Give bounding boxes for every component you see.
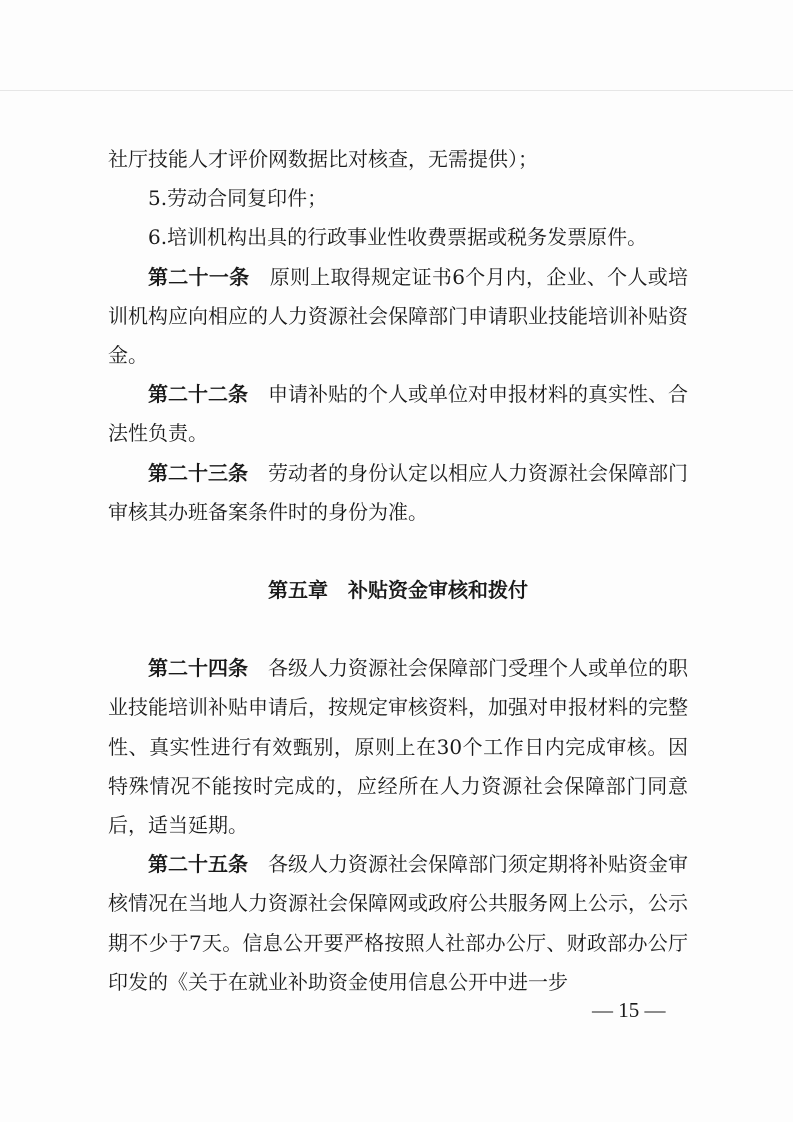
body-text bbox=[108, 140, 688, 1002]
page-number: — 15 — bbox=[592, 998, 666, 1022]
article-24-text: 各级人力资源社会保障部门受理个人或单位的职业技能培训补贴申请后，按规定审核资料，加强对申报材料的完整性、真实性进行有效甄别，原则上在30个工作日内完成审核。因特殊情况不能按时完成的，应经所在人力资源社会保障部门同意后，适当延期。 bbox=[108, 656, 688, 838]
article-25-label: 第二十五条 bbox=[148, 852, 248, 877]
article-23 bbox=[108, 454, 688, 532]
article-25-text: 各级人力资源社会保障部门须定期将补贴资金审核情况在当地人力资源社会保障网或政府公共服务网上公示，公示期不少于7天。信息公开要严格按照人社部办公厅、财政部办公厅印发的《关于在就业补助资金使用信息公开中进一步 bbox=[108, 852, 688, 994]
article-23-label: 第二十三条 bbox=[148, 460, 248, 485]
article-22-text: 申请补贴的个人或单位对申报材料的真实性、合法性负责。 bbox=[108, 382, 688, 446]
article-24 bbox=[108, 649, 688, 845]
paragraph-2: 5.劳动合同复印件； bbox=[148, 186, 328, 211]
article-23-text: 劳动者的身份认定以相应人力资源社会保障部门审核其办班备案条件时的身份为准。 bbox=[108, 460, 688, 524]
article-22-label: 第二十二条 bbox=[148, 382, 248, 407]
article-24-label: 第二十四条 bbox=[148, 656, 248, 681]
article-21 bbox=[108, 258, 688, 376]
scan-artifact-line bbox=[0, 90, 793, 91]
paragraph-1: 社厅技能人才评价网数据比对核查，无需提供）； bbox=[108, 147, 538, 171]
article-21-label: 第二十一条 bbox=[148, 264, 250, 289]
paragraph-3: 6.培训机构出具的行政事业性收费票据或税务发票原件。 bbox=[148, 225, 648, 250]
chapter-heading: 第五章 补贴资金审核和拨付 bbox=[268, 578, 528, 603]
article-22 bbox=[108, 375, 688, 453]
article-21-text: 原则上取得规定证书6个月内，企业、个人或培训机构应向相应的人力资源社会保障部门申请职业技能培训补贴资金。 bbox=[108, 264, 689, 368]
article-25 bbox=[108, 845, 688, 1002]
